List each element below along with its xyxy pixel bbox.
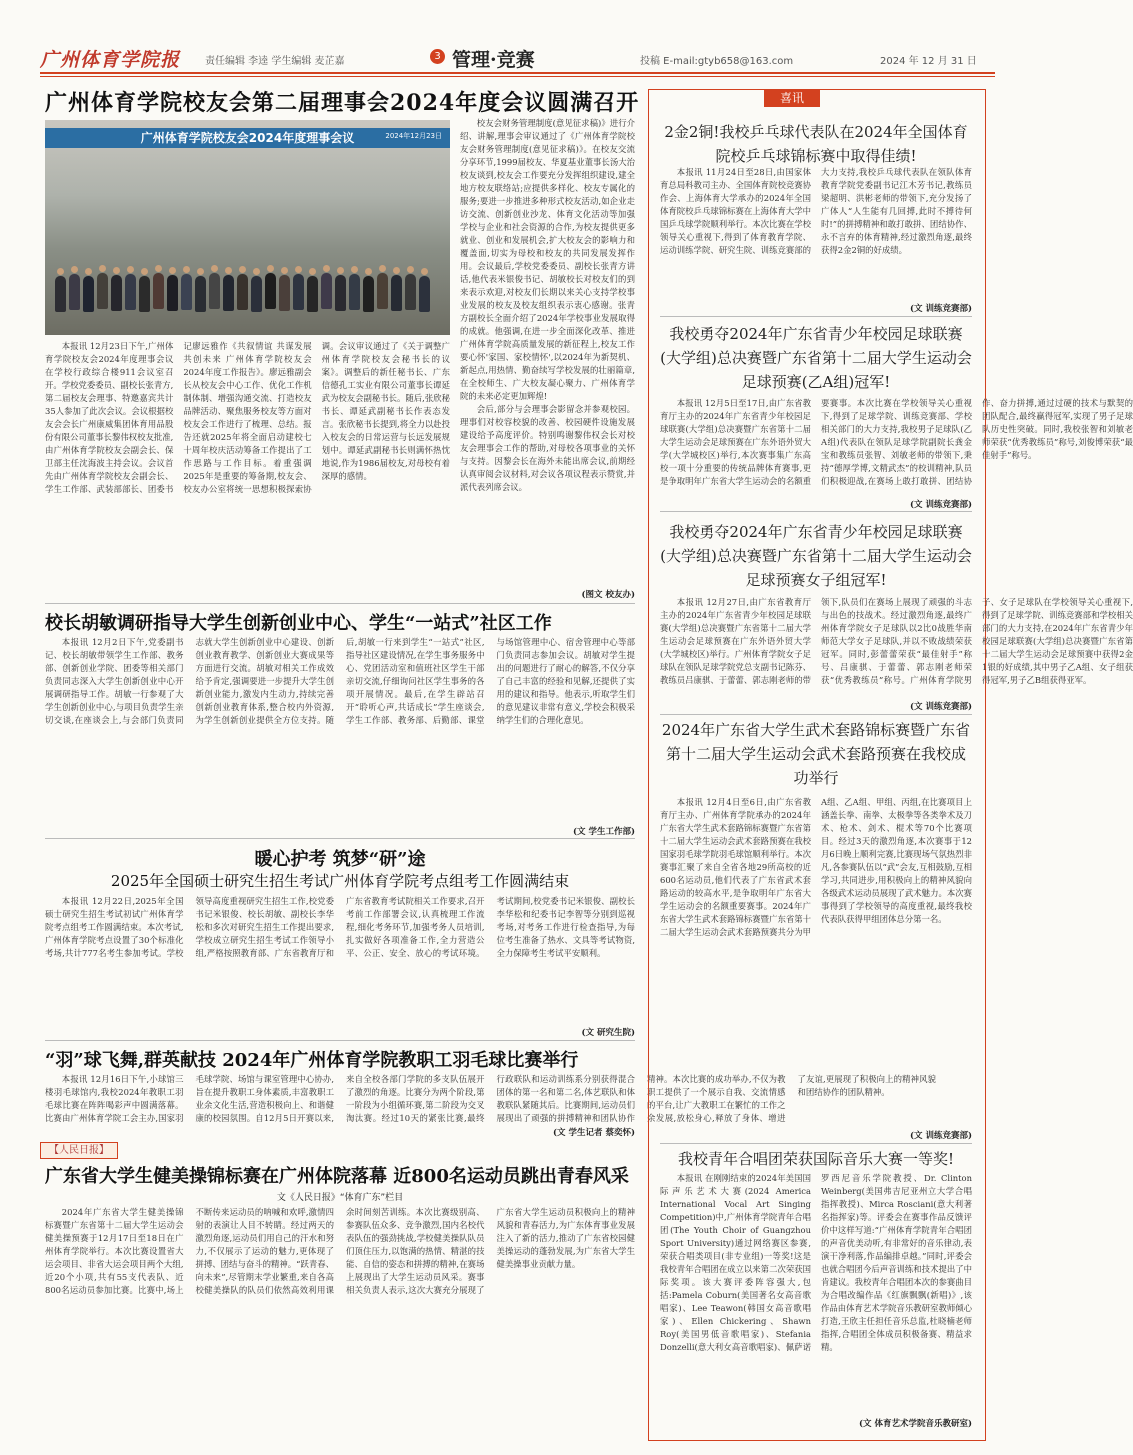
- issue-date: 2024 年 12 月 31 日: [880, 56, 977, 67]
- sidebar-choir-body: [660, 1172, 972, 1412]
- sidebar-football-women-body: [660, 596, 1133, 696]
- divider: [660, 316, 972, 317]
- badminton-body-text: 本报讯 12月16日下午,小球馆三楼羽毛球馆内,我校2024年教职工羽毛球比赛在阵阵喝彩声中圆满落幕。比赛由广州体育学院工会主办,国家羽毛球学院、场馆与课室管理中心协办,旨在提升教职工身体素质,丰富教职工业余文化生活,营造积极向上、和谐健康的校园氛围。自12月5日开赛以来,来自全校各部门学院的多支队伍展开了激烈的角逐。比赛分为两个阶段,第一阶段为小组循环赛,第二阶段为交叉淘汰赛。经过10天的紧张比赛,最终行政联队和运动训练系分别获得混合团体的第一名和第二名,体艺联队和体教联队紧随其后。比赛期间,运动员们展现出了顽强的拼搏精神和团队协作精神。本次比赛的成功举办,不仅为教职工提供了一个展示自我、交流情感的平台,让广大教职工在繁忙的工作之余发展,放松身心,释放了身体、增进了友谊,更展现了积极向上的精神风貌和团结协作的团队精神。: [45, 1074, 936, 1123]
- submission-email: 投稿 E-mail:gtyb658@163.com: [640, 56, 794, 67]
- president-article-body: [45, 636, 635, 823]
- sidebar-choir-credit: (文 体育艺术学院音乐教研室): [858, 1419, 972, 1429]
- divider: [660, 1143, 972, 1144]
- president-credit: (文 学生工作部): [572, 827, 635, 837]
- sidebar-wushu-credit: (文 训练竞赛部): [909, 1131, 972, 1141]
- president-body-text: 本报讯 12月2日下午,党委副书记、校长胡敏带领学生工作部、教务部、创新创业学院、团委等相关部门负责同志深入大学生创新创业中心开展调研指导工作。胡敏一行参观了大学生创新创业中心,与项目负责学生亲切交谈,在座谈会上,与会部门负责同志就大学生创新创业中心建设、创新创业教育教学、创新创业大赛成果等方面进行交流。胡敏对相关工作成效给予肯定,强调要进一步提升大学生创新创业能力,激发内生动力,持续完善创新创业教育体系,整合校内外资源,为学生创新创业提供全方位支持。随后,胡敏一行来到学生“一站式”社区,指导社区建设情况,在学生事务服务中心、党团活动室和值班社区学生干部亲切交流,仔细询问社区学生事务的各项开展情况。最后,在学生辟站召开“聆听心声,共话成长”学生座谈会,学生工作部、教务部、后勤部、课堂与场馆管理中心、宿舍管理中心等部门负责同志参加会议。胡敏对学生提出的问题进行了耐心的解答,不仅分享了自己丰富的经验和见解,还提供了实用的建议和指导。他表示,听取学生们的意见建议非常有意义,学校会积极采纳学生们的合理化意见。: [45, 637, 635, 725]
- sidebar-football-men-title: 我校勇夺2024年广东省青少年校园足球联赛(大学组)总决赛暨广东省第十二届大学生运动会足球预赛(乙A组)冠军!: [660, 325, 972, 391]
- article-exam-title: 2025年全国硕士研究生招生考试广州体育学院考点组考工作圆满结束: [110, 872, 570, 890]
- aerobics-source: 文《人民日报》“体育广东”栏目: [276, 1193, 404, 1203]
- sidebar-pingpong-title: 2金2铜!我校乒乓球代表队在2024年全国体育院校乒乓球锦标赛中取得佳绩!: [664, 123, 968, 165]
- badminton-article-body: [45, 1073, 936, 1127]
- sidebar-football-women-title: 我校勇夺2024年广东省青少年校园足球联赛(大学组)总决赛暨广东省第十二届大学生运动会足球预赛女子组冠军!: [660, 523, 972, 589]
- header-rule: [40, 72, 995, 74]
- article-alumni-title: 广州体育学院校友会第二届理事会2024年度会议圆满召开: [45, 90, 640, 116]
- alumni-body-text: 本报讯 12月23日下午,广州体育学院校友会2024年度理事会议在学校行政综合楼911会议室召开。学校党委委员、副校长张青方,第二届校友会理事、特邀嘉宾共计35人参加了此次会议。会议根据校友会会长广州康威集团体育用品股份有限公司董事长黎伟权校友批准,由广州体育学院校友会副会长、保卫部主任沈海波主持会议。会议首先由广州体育学院校友会副会长、学生工作部、武装部部长、团委书记廖远雅作《共叙情谊 共谋发展 共创未来 广州体育学院校友会2024年度工作报告》。廖远雅副会长从校友会中心工作、优化工作机制体制、增强沟通交流、打造校友品牌活动、聚焦服务校友等方面对校友会工作进行了梳理、总结。报告还就2025年将全面启动建校七十周年校庆活动筹备工作提出了工作思路与工作目标。着重强调2025年是重要的筹备期,校友会、校友办公室将统一思想积极探索协调。会议审议通过了《关于调整广州体育学院校友会秘书长的议案》。调整后的新任秘书长、广东信德孔工实业有限公司董事长谭延武为校友会副秘书长。随后,张欣秘书长、谭延武副秘书长作表态发言。张欣秘书长提到,将全力以赴投入校友会的日常运营与长远发展规划中。谭延武副秘书长则满怀热忱地说,作为1986届校友,对母校有着深厚的感情。: [45, 341, 450, 494]
- article-exam-kicker: 暖心护考 筑梦“研”途: [254, 849, 426, 870]
- section-name: 管理·竞赛: [452, 49, 535, 71]
- header-rule-thin: [40, 76, 995, 77]
- alumni-article-right-column: [460, 117, 635, 583]
- football-men-body-text: 本报讯 12月5日至17日,由广东省教育厅主办的2024年广东省青少年校园足球联赛(大学组)总决赛暨广东省第十二届大学生运动会足球预赛在广东外语外贸大学(大学城校区)举行,本次赛事集广东高校一项十分重要的传统品牌体育赛事,更是争取明年广东省大学生运动会的名额重要赛事。本次比赛在学校领导关心重视下,得到了足球学院、训练竞赛部、学校相关部门的大力支持,我校男子足球队(乙A组)代表队在领队足球学院副院长龚金宝和教练员张智、刘敏老师的带领下,秉持“德厚学博,文精武杰”的校训精神,队员们积极迎战,在赛场上敢打敢拼、团结协作、奋力拼搏,通过过硬的技术与默契的团队配合,最终赢得冠军,实现了男子足球队历史性突破。同时,我校张智和刘敏老师荣获“优秀教练员”称号,刘俊博荣获“最佳射手”称号。: [660, 398, 1133, 486]
- football-women-body-text: 本报讯 12月27日,由广东省教育厅主办的2024年广东省青少年校园足球联赛(大学组)总决赛暨广东省第十二届大学生运动会足球预赛在广东外语外贸大学(大学城校区)举行。广州体育学院女子足球队在领队足球学院党总支副书记陈芬、教练员吕康骐、于蕾蕾、郭志刚老师的带领下,队员们在赛场上展现了顽强的斗志与出色的技战术。经过激烈角逐,最终广州体育学院女子足球队以2比0战胜华南师范大学女子足球队,并以不败战绩荣获冠军。同时,彭蕾蕾荣获“最佳射手”称号、吕康骐、于蕾蕾、郭志刚老师荣获“优秀教练员”称号。广州体育学院男子、女子足球队在学校领导关心重视下,得到了足球学院、训练竞赛部和学校相关部门的大力支持,在2024年广东省青少年校园足球联赛(大学组)总决赛暨广东省第十二届大学生运动会足球预赛中获得2金1银的好成绩,其中男子乙A组、女子组获得冠军,男子乙B组获得亚军。: [660, 597, 1133, 685]
- pingpong-body-text: 本报讯 11月24日至28日,由国家体育总局科教司主办、全国体育院校竞赛协作会、上海体育大学承办的2024年全国体育院校乒乓球锦标赛在上海体育大学中国乒乓球学院顺利举行。本次比赛在学校领导关心重视下,得到了体育教育学院、运动训练学院、研究生院、训练竞赛部的大力支持,我校乒乓球代表队在领队体育教育学院党委副书记江木芳书记,教练员梁超明、洪彬老师的带领下,充分发扬了广体人“人生能有几回搏,此时不搏待何时!”的拼搏精神和敢打敢拼、团结协作、永不言弃的体育精神,经过激烈角逐,最终获得2金2铜的好成绩。: [660, 167, 972, 255]
- exam-credit: (文 研究生院): [581, 1028, 635, 1038]
- alumni-right-credit: (图文 校友办): [581, 590, 635, 600]
- alumni-right-top: 校友会财务管理制度(意见征求稿)》进行介绍、讲解,理事会审议通过了《广州体育学院校友会财务管理制度(意见征求稿)》。在校友交流分享环节,1999届校友、华夏基业董事长汤大治校友谈到,校友会工作要充分发挥组织建设,建全地方校友联络站;应提供多样化、校友专属化的服务;要进一步推进多种形式校友活动,如企业走访交流、创新创业沙龙、体育文化活动等加强学校与企业和社会资源的合作,为校友提供更多就业、创业和发展机会,扩大校友会的影响力和覆盖面,切实为母校和校友的共同发展发挥作用。会议最后,学校党委委员、副校长张青方讲话,他代表米银俊书记、胡敏校长对校友们的到来表示欢迎,对校友们长期以来关心支持学校事业发展的校友及校友组织表示衷心感谢。张青方副校长全面介绍了2024年学校事业发展取得的成就。他强调,在进一步全面深化改革、推进广州体育学院高质量发展的新征程上,校友工作要心怀'家国、家校情怀',以2024年为新契机、新起点,用热情、勤奋续写学校发展的壮丽篇章,在全校师生、广大校友凝心聚力、广州体育学院的未来必定更加辉煌!: [460, 118, 635, 401]
- divider: [45, 1040, 635, 1041]
- article-aerobics-title: 广东省大学生健美操锦标赛在广州体院落幕 近800名运动员跳出青春风采: [45, 1166, 629, 1187]
- exam-body-text: 本报讯 12月22日,2025年全国硕士研究生招生考试初试广州体育学院考点组考工作圆满结束。本次考试,广州体育学院考点设置了30个标准化考场,共计777名考生参加考试。学校领导高度重视研究生招生工作,校党委书记米银俊、校长胡敏、副校长李华松和多次对研究生招生工作提出要求,学校成立研究生招生考试工作领导小组,严格按照教育部、广东省教育厅和广东省教育考试院相关工作要求,召开考前工作部署会议,认真梳理工作流程,细化考务环节,加强考务人员培训,扎实做好各项准备工作,全力营造公平、公正、安全、放心的考试环境。考试期间,校党委书记米银俊、副校长李华松和纪委书记李智等分别到巡视考场,对考务工作进行检查指导,为每位考生准备了热水、文具等考试物资,全力保障考生考试平安顺利。: [45, 896, 635, 958]
- aerobics-body-text: 2024年广东省大学生健美操锦标赛暨广东省第十二届大学生运动会健美操预赛于12月17日至18日在广州体育学院举行。本次比赛设置省大运会项目、非省大运会项目两个大组,近20个小项,共有55支代表队、近800名运动员参加比赛。比赛中,场上不断传来运动员的呐喊和欢呼,激情四射的表演让人目不转睛。经过两天的激烈角逐,运动员们用自己的汗水和努力,不仅展示了运动的魅力,更体现了拼搏、团结与奋斗的精神。“跃青春、向未来”,尽管期末学业繁重,来自各高校健美操队的队员们依然高效利用课余时间刻苦训练。本次比赛级别高、参赛队伍众多、竞争激烈,国内名校代表队伍的强劲挑战,学校健美操队队员们顶住压力,以饱满的热情、精湛的技能、自信的姿态和拼搏的精神,在赛场上展现出了大学生运动员风采。赛事相关负责人表示,这次大赛充分展现了广东省大学生运动员积极向上的精神风貌和青春活力,为广东体育事业发展注入了新的活力,推动了广东省校园健美操运动的蓬勃发展,为广东省大学生健美操事业贡献力量。: [45, 1207, 635, 1295]
- divider: [45, 838, 635, 839]
- masthead: [0, 0, 1024, 80]
- group-of-people: [55, 250, 440, 320]
- divider: [660, 511, 972, 512]
- photo-banner: 广州体育学院校友会2024年度理事会议: [45, 128, 450, 148]
- page-number-badge: 3: [430, 49, 445, 64]
- sidebar-pingpong-body: [660, 166, 972, 294]
- choir-body-text: 本报讯 在刚刚结束的2024年美国国际声乐艺术大赛(2024 America International Vocal Art Singing Competition)中,广州体育学院青年合唱团(The Youth Choir of Guangzhou Sport University)通过网络赛区参赛,荣获合唱类项目(非专业组)一等奖!这是我校青年合唱团在成立以来第二次荣获国际奖项。该大赛评委阵容强大,包括:Pamela Coburn(美国著名女高音歌唱家)、Lee Teawon(韩国女高音歌唱家)、Ellen Chickering、Shawn Roy(美国男低音歌唱家)、Stefania Donzelli(意大利女高音歌唱家)、佩萨诺罗西尼音乐学院教授、Dr. Clinton Weinberg(美国弗吉尼亚州立大学合唱指挥教授)、Mirca Rosciani(意大利著名指挥家)等。评委会在赛事作品反馈评价中这样写道:“广州体育学院青年合唱团的声音优美动听,有非常好的音乐律动,表演干净利落,作品编排卓越。”同时,评委会也就合唱团今后声音训练和技术提出了中肯建议。我校青年合唱团本次的参赛曲目为合唱改编作品《红旗飘飘(新唱)》,该作品由体育艺术学院音乐教研室教师倾心打造,王欣主任担任音乐总监,杜晓楠老师指挥,合唱团全体成员积极备赛、精益求精。: [660, 1173, 972, 1352]
- sidebar-pingpong-credit: (文 训练竞赛部): [909, 304, 972, 314]
- exam-article-body: [45, 895, 635, 1027]
- sidebar-football-women-credit: (文 训练竞赛部): [909, 702, 972, 712]
- photo-banner-date: 2024年12月23日: [385, 132, 442, 140]
- editors-line: 责任编辑 李逵 学生编辑 麦芷嘉: [205, 56, 345, 67]
- badminton-credit: (文 学生记者 蔡奕怀): [553, 1128, 635, 1138]
- newspaper-logo: 广州体育学院报: [40, 49, 181, 71]
- peoples-daily-tag: 【人民日报】: [40, 1142, 118, 1159]
- alumni-article-body: [45, 340, 450, 598]
- sidebar-wushu-body: [660, 796, 972, 1126]
- good-news-tag: 喜讯: [764, 89, 820, 107]
- divider: [45, 603, 635, 604]
- alumni-right-bottom: 会后,部分与会理事会影留念并参观校园。理事们对校容校貌的改善、校园硬件设施发展建设给予高度评价。特别鸣谢黎伟权会长对校友会理事会工作的帮助,对母校各项事业的关怀与支持。因黎会长在海外未能出席会议,前期经认真审阅会议材料,对会议各项议程表示赞赏,并派代表列席会议。: [460, 404, 635, 492]
- aerobics-article-body: [45, 1206, 635, 1442]
- sidebar-football-men-credit: (文 训练竞赛部): [909, 500, 972, 510]
- article-badminton-title: “羽”球飞舞,群英献技 2024年广州体育学院教职工羽毛球比赛举行: [45, 1050, 579, 1071]
- sidebar-football-men-body: [660, 397, 1133, 497]
- article-president-title: 校长胡敏调研指导大学生创新创业中心、学生“一站式”社区工作: [45, 613, 552, 634]
- sidebar-choir-title: 我校青年合唱团荣获国际音乐大赛一等奖!: [677, 1150, 955, 1168]
- wushu-body-text: 本报讯 12月4日至6日,由广东省教育厅主办、广州体育学院承办的2024年广东省大学生武术套路锦标赛暨广东省第十二届大学生运动会武术套路预赛在我校国家羽毛球学院羽毛球馆顺利举行。本次赛事汇聚了来自全省各地29所高校的近600名运动员,他们代表了广东省武术套路运动的较高水平,是争取明年广东省大学生运动会的名额重要赛事。2024年广东省大学生武术套路锦标赛暨广东省第十二届大学生运动会武术套路预赛共分为甲A组、乙A组、甲组、丙组,在比赛项目上涵盖长拳、南拳、太极拳等各类拳术及刀术、枪术、剑术、棍术等70个比赛项目。经过3天的激烈角逐,本次赛事于12月6日晚上顺利完赛,比赛现场气氛热烈非凡,各参赛队伍以“武”会友,互相鼓励,互相学习,共同进步,用积极向上的精神风貌向各级武术运动员展现了武术魅力。本次赛事得到了学校领导的高度重视,最终我校代表队获得甲组团体总分第一名。: [660, 797, 972, 937]
- divider: [660, 714, 972, 715]
- alumni-group-photo: [45, 120, 450, 335]
- sidebar-wushu-title: 2024年广东省大学生武术套路锦标赛暨广东省第十二届大学生运动会武术套路预赛在我校成功举行: [661, 721, 971, 787]
